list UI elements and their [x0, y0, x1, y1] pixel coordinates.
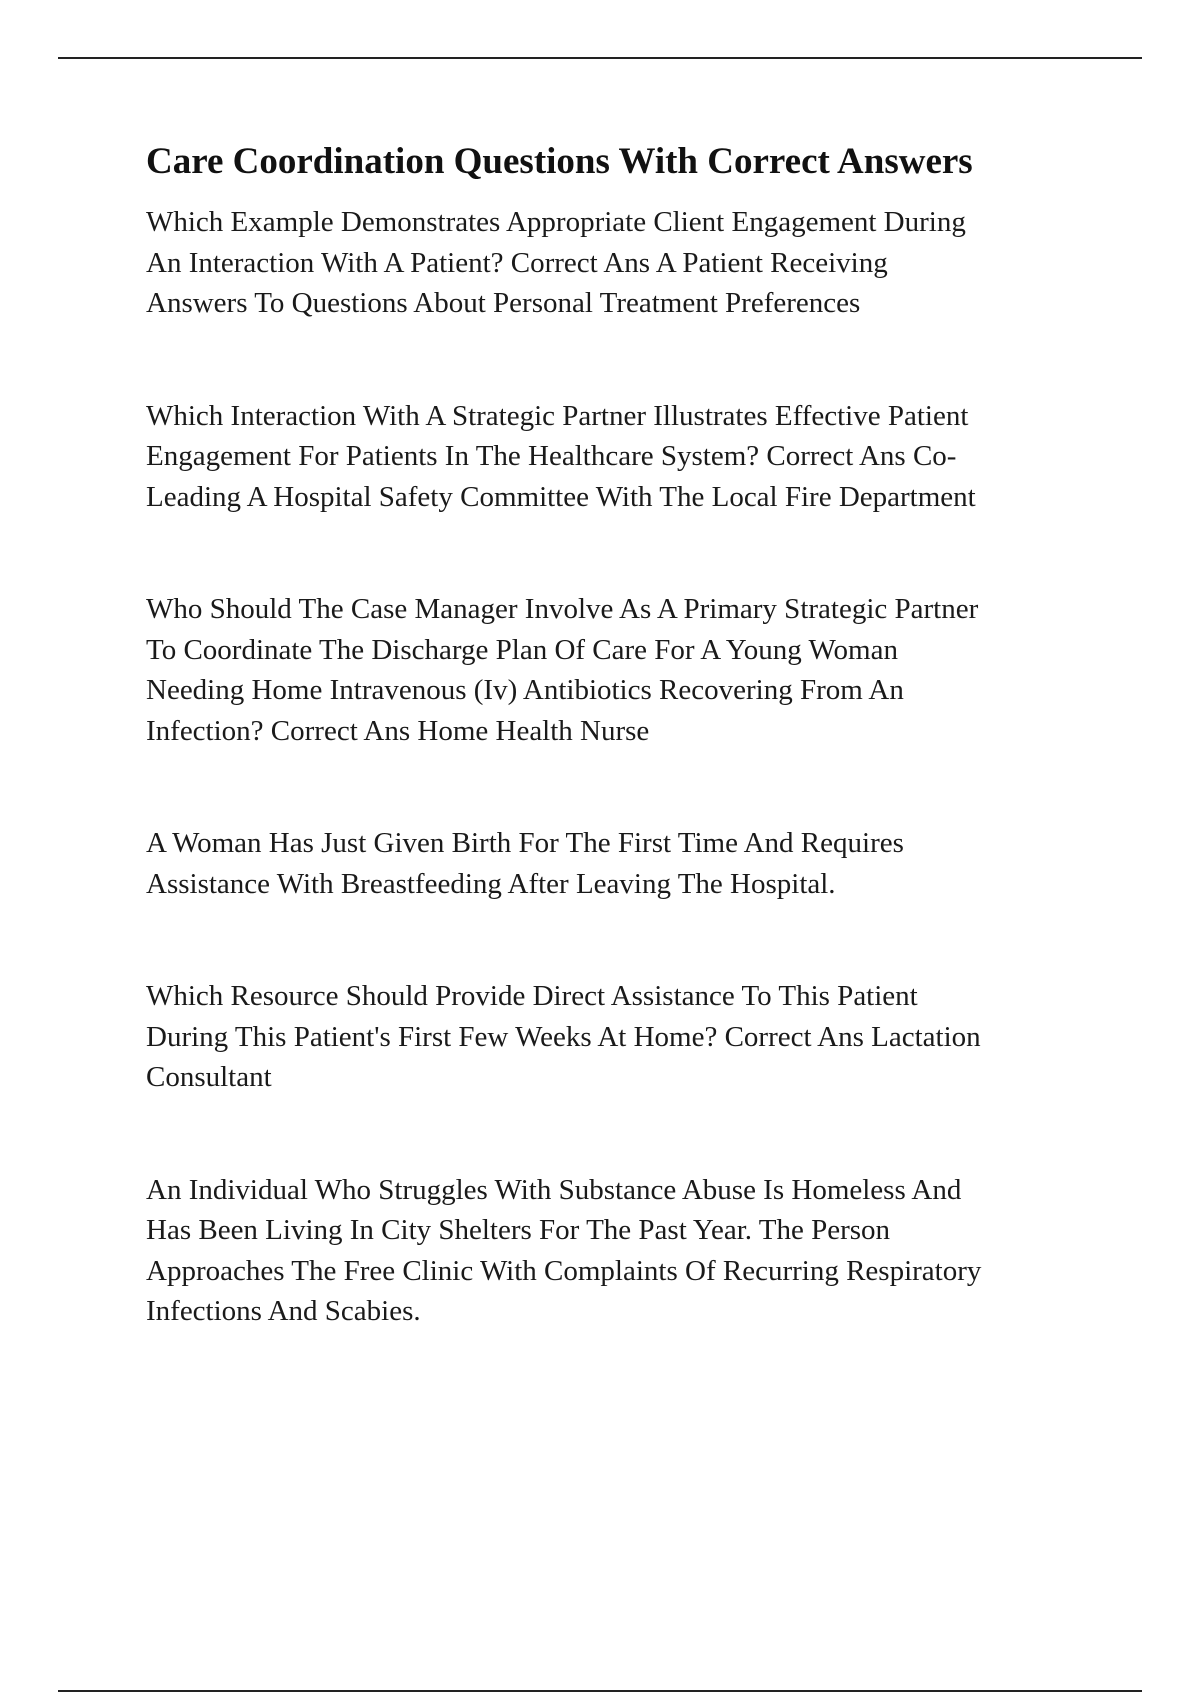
text-line: Which Resource Should Provide Direct Assistance To This Patient — [146, 980, 918, 1013]
footer-rule — [58, 1690, 1142, 1692]
document-body — [146, 140, 1096, 1332]
text-line: Has Been Living In City Shelters For The Past Year. The Person — [146, 1214, 891, 1247]
text-line: Leading A Hospital Safety Committee With The Local Fire Department — [146, 480, 976, 513]
text-line: Needing Home Intravenous (Iv) Antibiotics Recovering From An — [146, 674, 904, 707]
qa-paragraph-2 — [146, 396, 1096, 518]
text-line: Which Interaction With A Strategic Partner Illustrates Effective Patient — [146, 399, 969, 432]
qa-paragraph-6 — [146, 1170, 1096, 1332]
qa-paragraph-4 — [146, 823, 1096, 904]
header-rule — [58, 57, 1142, 59]
text-line: During This Patient's First Few Weeks At Home? Correct Ans Lactation — [146, 1020, 981, 1053]
text-line: A Woman Has Just Given Birth For The First Time And Requires — [146, 827, 904, 860]
text-line: Engagement For Patients In The Healthcare System? Correct Ans Co- — [146, 440, 957, 473]
text-line: An Interaction With A Patient? Correct Ans A Patient Receiving — [146, 246, 888, 279]
qa-paragraph-3 — [146, 589, 1096, 751]
text-line: Infections And Scabies. — [146, 1295, 421, 1328]
text-line: Answers To Questions About Personal Treatment Preferences — [146, 287, 861, 320]
qa-paragraph-5 — [146, 976, 1096, 1098]
text-line: Who Should The Case Manager Involve As A Primary Strategic Partner — [146, 593, 979, 626]
text-line: Which Example Demonstrates Appropriate Client Engagement During — [146, 206, 966, 239]
text-line: Assistance With Breastfeeding After Leaving The Hospital. — [146, 867, 836, 900]
text-line: Approaches The Free Clinic With Complaints Of Recurring Respiratory — [146, 1254, 982, 1287]
text-line: To Coordinate The Discharge Plan Of Care For A Young Woman — [146, 633, 898, 666]
text-line: Consultant — [146, 1061, 272, 1094]
page-title: Care Coordination Questions With Correct Answers — [146, 141, 973, 182]
text-line: Infection? Correct Ans Home Health Nurse — [146, 714, 650, 747]
text-line: An Individual Who Struggles With Substance Abuse Is Homeless And — [146, 1173, 962, 1206]
qa-paragraph-1 — [146, 202, 1096, 324]
